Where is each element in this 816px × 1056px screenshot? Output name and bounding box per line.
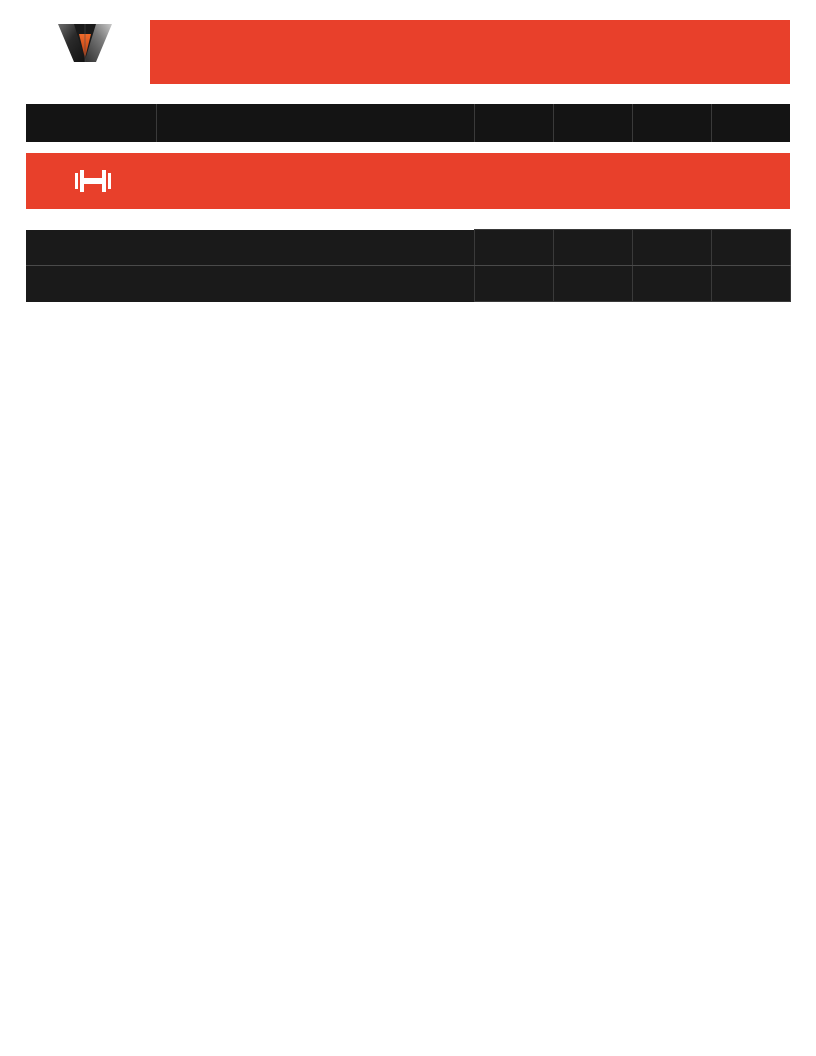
meal-plan-table-part1 [26,104,790,142]
totals-fat [711,230,790,266]
totals-table [26,229,791,302]
col-header-calories [474,104,553,142]
title-banner [150,20,790,84]
totals-calories [474,230,553,266]
target-spacer [26,266,156,302]
table-header-row [26,104,790,142]
totals-row [26,230,790,266]
col-header-food [156,104,474,142]
target-row [26,266,790,302]
target-protein [553,266,632,302]
totals-carbs [632,230,711,266]
col-header-carbs [632,104,711,142]
meal-table-top [0,104,816,142]
col-header-meal [26,104,156,142]
totals-spacer [26,230,156,266]
target-carbs [632,266,711,302]
dumbbell-icon [72,168,114,194]
target-label [156,266,474,302]
totals-label [156,230,474,266]
target-fat [711,266,790,302]
col-header-fat [711,104,790,142]
target-calories [474,266,553,302]
tls-program-banner [26,153,790,209]
muscle-for-life-logo-icon [54,20,116,66]
col-header-protein [553,104,632,142]
totals-protein [553,230,632,266]
page-header [0,0,816,104]
brand-logo [26,18,144,71]
footer-totals [0,229,816,302]
